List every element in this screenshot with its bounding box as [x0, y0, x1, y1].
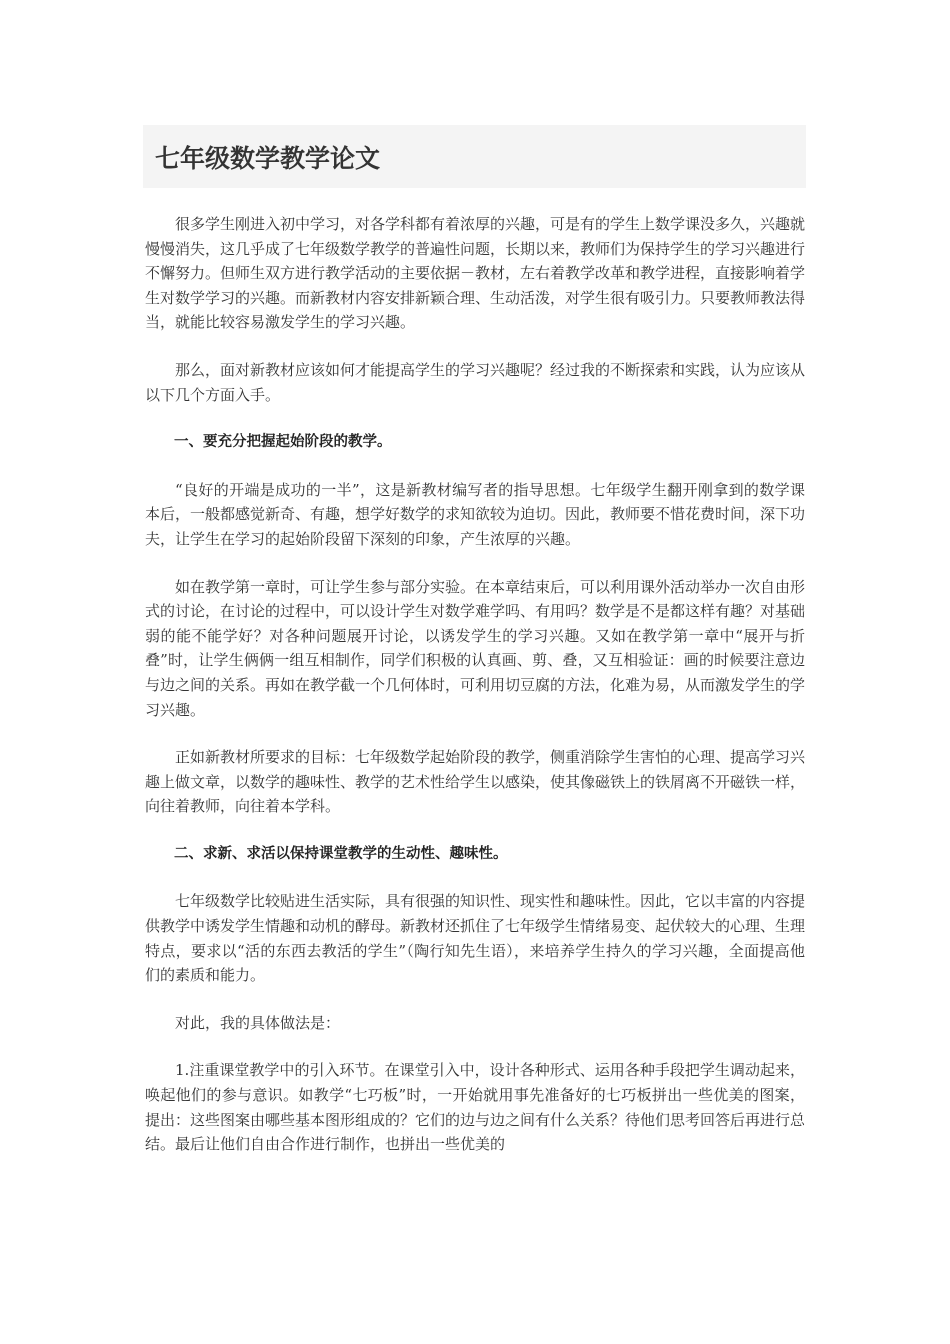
document-title: 七年级数学教学论文 [155, 143, 381, 173]
paragraph-question: 那么，面对新教材应该如何才能提高学生的学习兴趣呢？经过我的不断探索和实践，认为应该从以下几个方面入手。 [145, 360, 806, 404]
paragraph-chapter-one: 如在教学第一章时，可让学生参与部分实验。在本章结束后，可以利用课外活动举办一次自由形式的讨论，在讨论的过程中，可以设计学生对数学难学吗、有用吗？数学是不是都这样有趣？对基础弱的能不能学好？对各种问题展开讨论，以诱发学生的学习兴趣。又如在教学第一章中“展开与折叠”时，让学生俩俩一组互相制作，同学们积极的认真画、剪、叠，又互相验证：画的时候要注意边与边之间的关系。再如在教学截一个几何体时，可利用切豆腐的方法，化难为易，从而激发学生的学习兴趣。 [145, 577, 806, 719]
paragraph-goal: 正如新教材所要求的目标：七年级数学起始阶段的教学，侧重消除学生害怕的心理、提高学习兴趣上做文章，以数学的趣味性、教学的艺术性给学生以感染，使其像磁铁上的铁屑离不开磁铁一样，向往着教师，向往着本学科。 [145, 748, 806, 816]
paragraph-method-1: 1.注重课堂教学中的引入环节。在课堂引入中，设计各种形式、运用各种手段把学生调动起来，唤起他们的参与意识。如教学“七巧板”时，一开始就用事先准备好的七巧板拼出一些优美的图案，提出：这些图案由哪些基本图形组成的？它们的边与边之间有什么关系？待他们思考回答后再进行总结。最后让他们自由合作进行制作，也拼出一些优美的 [145, 1061, 806, 1154]
section-heading-1: 一、要充分把握起始阶段的教学。 [174, 434, 392, 451]
title-bar [143, 125, 806, 188]
paragraph-real-life: 七年级数学比较贴进生活实际，具有很强的知识性、现实性和趣味性。因此，它以丰富的内容提供教学中诱发学生情趣和动机的酵母。新教材还抓住了七年级学生情绪易变、起伏较大的心理、生理特点，要求以“活的东西去教活的学生”（陶行知先生语），来培养学生持久的学习兴趣，全面提高他们的素质和能力。 [145, 892, 806, 985]
paragraph-intro: 很多学生刚进入初中学习，对各学科都有着浓厚的兴趣，可是有的学生上数学课没多久，兴趣就慢慢消失，这几乎成了七年级数学教学的普遍性问题，长期以来，教师们为保持学生的学习兴趣进行不懈努力。但师生双方进行教学活动的主要依据－教材，左右着教学改革和教学进程，直接影响着学生对数学学习的兴趣。而新教材内容安排新颖合理、生动活泼，对学生很有吸引力。只要教师教法得当，就能比较容易激发学生的学习兴趣。 [145, 215, 806, 332]
paragraph-good-start: “良好的开端是成功的一半”，这是新教材编写者的指导思想。七年级学生翻开刚拿到的数学课本后，一般都感觉新奇、有趣，想学好数学的求知欲较为迫切。因此，教师要不惜花费时间，深下功夫，让学生在学习的起始阶段留下深刻的印象，产生浓厚的兴趣。 [145, 480, 806, 548]
document-body [145, 212, 805, 1180]
section-heading-2: 二、求新、求活以保持课堂教学的生动性、趣味性。 [174, 845, 508, 862]
paragraph-method-intro: 对此，我的具体做法是： [175, 1013, 341, 1032]
